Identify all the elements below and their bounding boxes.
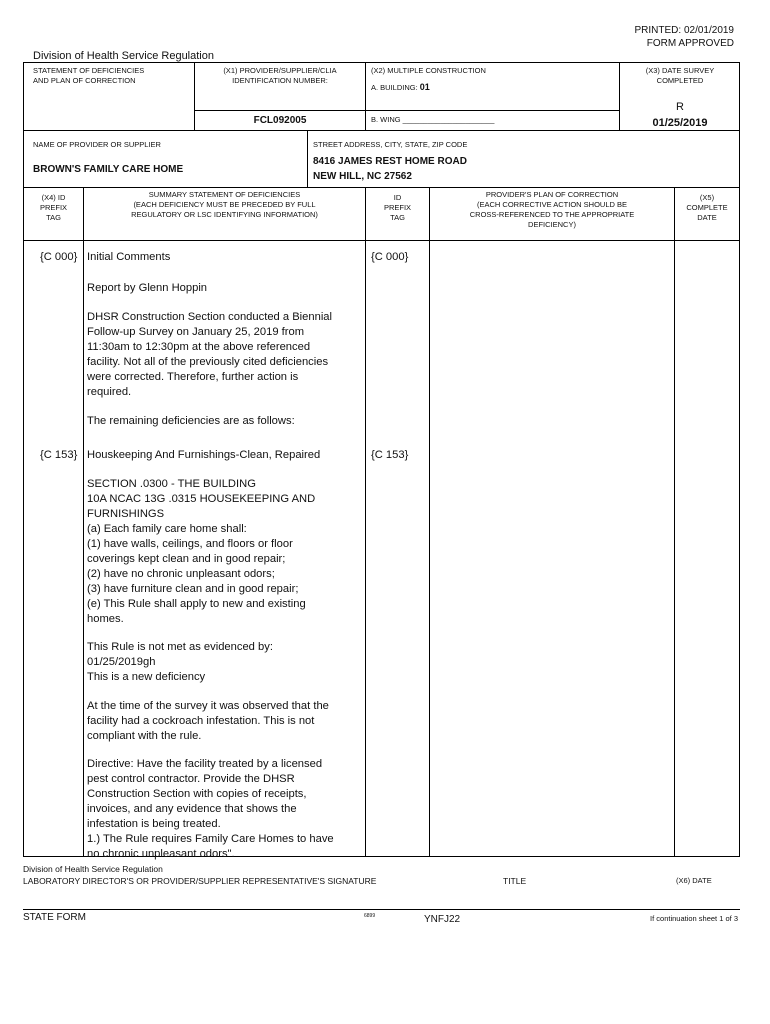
state-form-label: STATE FORM (23, 912, 86, 923)
printed-date: PRINTED: 02/01/2019 (634, 25, 734, 36)
building-label: A. BUILDING: (371, 83, 418, 92)
survey-summary-paragraph: DHSR Construction Section conducted a Biennial Follow-up Survey on January 25, 2019 from 11:30am to 12:30pm at the above referenced facility. Not all of the previously cited deficiencies were corrected. Therefore, further action is required. (87, 311, 333, 398)
statement-label: STATEMENT OF DEFICIENCIES AND PLAN OF CORRECTION (33, 66, 145, 85)
provider-id-number: FCL092005 (253, 115, 307, 126)
address-line-1: 8416 JAMES REST HOME ROAD (313, 156, 467, 167)
rule-not-met: This Rule is not met as evidenced by: 01/25/2019gh This is a new deficiency (87, 641, 273, 683)
address-label: STREET ADDRESS, CITY, STATE, ZIP CODE (313, 140, 468, 149)
provider-name-label: NAME OF PROVIDER OR SUPPLIER (33, 140, 161, 149)
survey-code: R (676, 101, 684, 113)
title-label: TITLE (503, 876, 527, 886)
x2-label: (X2) MULTIPLE CONSTRUCTION (371, 66, 486, 75)
col-header-x4: (X4) ID PREFIX TAG (39, 193, 68, 222)
division-title: Division of Health Service Regulation (33, 50, 214, 62)
deficiency-heading-c153: Houskeeping And Furnishings-Clean, Repaired (87, 449, 321, 461)
col-header-summary: SUMMARY STATEMENT OF DEFICIENCIES (EACH DEFICIENCY MUST BE PRECEDED BY FULL REGULATORY OR LSC IDENTIFYING INFORMATION) (131, 190, 318, 219)
form-number: 6899 (364, 913, 376, 919)
initial-comments-heading: Initial Comments (87, 251, 171, 263)
building-field (371, 82, 430, 93)
col-header-plan: PROVIDER'S PLAN OF CORRECTION (EACH CORRECTIVE ACTION SHOULD BE CROSS-REFERENCED TO THE APPROPRIATE DEFICIENCY) (469, 190, 635, 229)
date-label: (X6) DATE (676, 876, 712, 885)
event-id: YNFJ22 (424, 914, 461, 925)
footer-division: Division of Health Service Regulation (23, 864, 163, 874)
address-line-2: NEW HILL, NC 27562 (313, 171, 412, 182)
signature-label: LABORATORY DIRECTOR'S OR PROVIDER/SUPPLIER REPRESENTATIVE'S SIGNATURE (23, 876, 377, 886)
id-tag-c000: {C 000} (371, 251, 409, 263)
form-approved: FORM APPROVED (646, 38, 734, 49)
rule-text: SECTION .0300 - THE BUILDING 10A NCAC 13G .0315 HOUSEKEEPING AND FURNISHINGS (a) Each family care home shall: (1) have walls, ceilings, and floors or floor coverings kept clean and in good repair; (2) have no chronic unpleasant odors; (3) have furniture clean and in good repair; (e) This Rule shall apply to new and existing homes. (87, 478, 316, 625)
survey-observation: At the time of the survey it was observed that the facility had a cockroach infestation. This is not compliant with the rule. (87, 700, 329, 742)
continuation-sheet: If continuation sheet 1 of 3 (650, 914, 738, 923)
wing-field: B. WING ______________________ (371, 115, 495, 124)
directive-text: Directive: Have the facility treated by a licensed pest control contractor. Provide the DHSR Construction Section with copies of receipts, invoices, and any evidence that shows the infestation is being treated. 1.) The Rule requires Family Care Homes to have no chronic unpleasant odors". (87, 758, 334, 860)
x1-label: (X1) PROVIDER/SUPPLIER/CLIA IDENTIFICATION NUMBER: (223, 66, 337, 85)
prefix-tag-c153: {C 153} (40, 449, 78, 461)
remaining-deficiencies: The remaining deficiencies are as follows: (87, 415, 295, 427)
provider-name: BROWN'S FAMILY CARE HOME (33, 164, 184, 175)
survey-completed-date: 01/25/2019 (652, 117, 708, 129)
prefix-tag-c000: {C 000} (40, 251, 78, 263)
report-by: Report by Glenn Hoppin (87, 282, 208, 294)
building-value: 01 (419, 82, 430, 92)
col-header-id: ID PREFIX TAG (383, 193, 412, 222)
x3-label: (X3) DATE SURVEY COMPLETED (645, 66, 715, 85)
col-header-x5: (X5) COMPLETE DATE (686, 193, 728, 222)
id-tag-c153: {C 153} (371, 449, 409, 461)
